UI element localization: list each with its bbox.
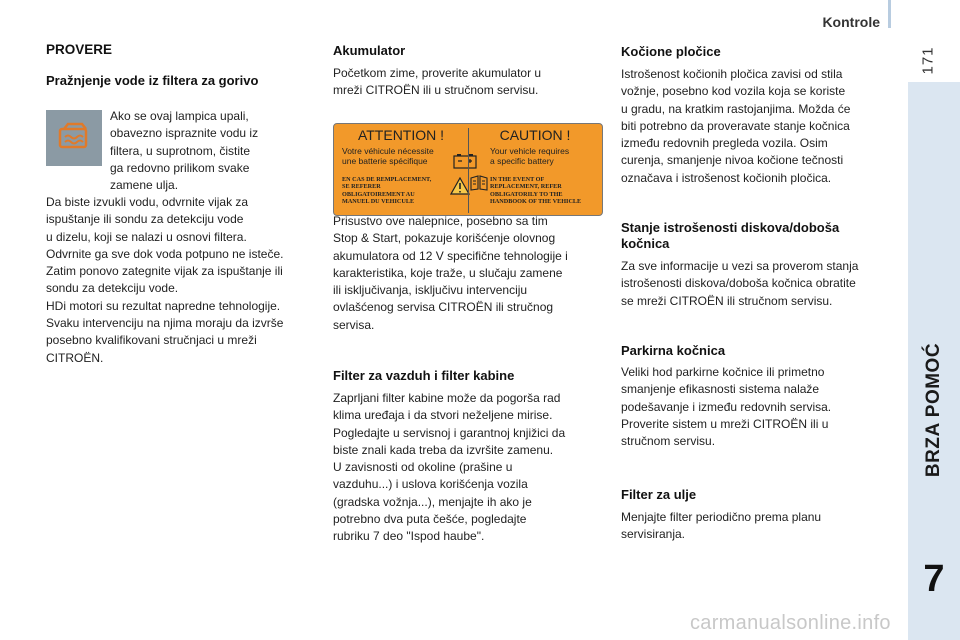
text-line: MANUEL DU VEHICULE <box>342 198 415 206</box>
text-line: curenja, smanjenje nivoa kočione tečnosti <box>621 153 844 168</box>
text-line: Menjajte filter periodično prema planu <box>621 510 822 524</box>
battery-text <box>333 65 605 100</box>
text-line: kočnica <box>621 236 670 251</box>
text-line: Votre véhicule nécessite <box>342 146 434 156</box>
battery-warning-label <box>333 123 603 216</box>
text-line: sondu za detekciju vode. <box>46 281 179 296</box>
text-line: ovlašćenog servisa CITROËN ili stručnog <box>333 300 554 315</box>
warning-triangle-icon <box>450 177 470 195</box>
brake-pads-heading: Kočione pločice <box>621 44 721 59</box>
oil-filter-heading: Filter za ulje <box>621 487 697 502</box>
text-line: HANDBOOK OF THE VEHICLE <box>490 198 582 206</box>
text-line: u dizelu, koji se nalazi u osnovi filtera. <box>46 229 247 244</box>
header-divider <box>888 0 891 28</box>
text-line: servisa. <box>333 317 375 332</box>
text-line: IN THE EVENT OF <box>490 176 545 183</box>
text-line: u gradu, na kratkim rastojanjima. Možda će <box>621 101 851 116</box>
label-title-en: CAUTION ! <box>499 127 571 143</box>
text-line: Pogledajte u servisnoj i garantnoj knjižici da <box>333 425 566 440</box>
text-line: karakteristika, koje traže, u slučaju zamene <box>333 265 563 280</box>
oil-filter-text <box>621 509 891 544</box>
text-line: biti potrebno da proveravate stanje kočnica <box>621 118 850 133</box>
text-line: podešavanje i između redovnih servisa. <box>621 399 832 414</box>
text-line: potrebno dva puta češće, pogledajte <box>333 512 527 527</box>
text-line: Your vehicle requires <box>490 146 570 156</box>
page-number <box>908 40 948 80</box>
lamp-description <box>110 108 318 194</box>
label-sub-fr <box>342 146 434 166</box>
text-line: Stop & Start, pokazuje korišćenje olovnog <box>333 231 556 246</box>
fuel-filter-warning-icon <box>46 110 102 166</box>
parking-brake-text <box>621 364 891 450</box>
text-line: U zavisnosti od okoline (prašine u <box>333 460 513 475</box>
text-line: označava i istrošenost kočionih pločica. <box>621 170 832 185</box>
label-small-fr <box>342 176 431 206</box>
text-line: EN CAS DE REMPLACEMENT, <box>342 176 432 183</box>
text-line: ga redovno prilikom svake <box>110 160 250 175</box>
text-line: Svaku intervenciju na njima moraju da izvrše <box>46 316 284 331</box>
text-line: Ako se ovaj lampica upali, <box>110 109 249 123</box>
label-explanation <box>333 213 605 334</box>
text-line: vazduhu...) i uslova korišćenja vozila <box>333 477 528 492</box>
text-line: Prisustvo ove nalepnice, posebno sa tim <box>333 214 548 228</box>
section-heading: PROVERE <box>46 42 113 57</box>
label-title-fr: ATTENTION ! <box>357 127 445 143</box>
column-right <box>621 40 891 550</box>
text-line: ispuštanje ili sondu za detekciju vode <box>46 212 244 227</box>
text-line: mreži CITROËN ili u stručnom servisu. <box>333 83 539 98</box>
text-line: Proverite sistem u mreži CITROËN ili u <box>621 416 829 431</box>
brake-pads-text <box>621 66 891 187</box>
book-icon <box>470 175 488 191</box>
text-line: Da biste izvukli vodu, odvrnite vijak za <box>46 195 249 209</box>
air-filter-text <box>333 390 605 546</box>
column-middle <box>333 40 605 550</box>
text-line: akumulatora od 12 V specifične tehnologije i <box>333 248 568 263</box>
fuel-filter-body <box>46 194 318 367</box>
text-line: OBLIGATORILY TO THE <box>490 190 563 198</box>
text-line: obavezno ispraznite vodu iz <box>110 126 259 141</box>
brake-discs-text <box>621 258 891 310</box>
text-line: zamene ulja. <box>110 178 179 193</box>
column-left <box>46 40 318 370</box>
text-line: REPLACEMENT, REFER <box>490 183 562 191</box>
chapter-label: BRZA POMOĆ <box>923 342 944 478</box>
fuel-filter-heading: Pražnjenje vode iz filtera za gorivo <box>46 73 259 88</box>
label-sub-en <box>490 146 569 166</box>
text-line: HDi motori su rezultat napredne tehnologije. <box>46 298 281 313</box>
text-line: Zatim ponovo zategnite vijak za ispuštanje ili <box>46 264 283 279</box>
text-line: Početkom zime, proverite akumulator u <box>333 66 542 80</box>
text-line: rubriku 7 deo "Ispod haube". <box>333 529 485 544</box>
text-line: CITROËN. <box>46 350 104 365</box>
text-line: se mreži CITROËN ili stručnom servisu. <box>621 293 833 308</box>
text-line: između redovnih pregleda vozila. Osim <box>621 136 828 151</box>
text-line: une batterie spécifique <box>342 156 428 166</box>
text-line: Odvrnite ga sve dok voda potpuno ne isteče. <box>46 246 284 261</box>
text-line: vožnje, posebno kod vozila koja se koriste <box>621 84 846 99</box>
air-filter-heading: Filter za vazduh i filter kabine <box>333 368 515 383</box>
text-line: Za sve informacije u vezi sa proverom stanja <box>621 259 859 273</box>
text-line: smanjenje efikasnosti sistema nalaže <box>621 382 820 397</box>
text-line: ili isključivanja, isključivu intervenciju <box>333 283 528 298</box>
text-line: Istrošenost kočionih pločica zavisi od stila <box>621 67 843 81</box>
chapter-number: 7 <box>923 558 945 600</box>
text-line: biste znali kada treba da izvršite zamenu. <box>333 442 554 457</box>
text-line: Zaprljani filter kabine može da pogorša rad <box>333 391 561 405</box>
page-header-title: Kontrole <box>822 14 880 30</box>
watermark: carmanualsonline.info <box>690 612 891 634</box>
text-line: filtera, u suprotnom, čistite <box>110 143 251 158</box>
text-line: SE REFERER <box>342 183 381 191</box>
text-line: posebno kvalifikovani stručnjaci u mreži <box>46 333 257 348</box>
page-number-text: 171 <box>919 45 937 75</box>
text-line: a specific battery <box>490 156 554 166</box>
battery-heading: Akumulator <box>333 43 406 58</box>
label-small-en <box>490 176 581 206</box>
parking-brake-heading: Parkirna kočnica <box>621 343 726 358</box>
text-line: (gradska vožnja...), menjajte ih ako je <box>333 494 532 509</box>
text-line: Stanje istrošenosti diskova/doboša <box>621 220 840 235</box>
text-line: Veliki hod parkirne kočnice ili primetno <box>621 365 825 379</box>
label-english <box>468 124 602 215</box>
text-line: istrošenosti diskova/doboša kočnica obratite <box>621 276 856 291</box>
text-line: OBLIGATOIREMENT AU <box>342 190 415 198</box>
brake-discs-heading <box>621 220 891 252</box>
text-line: klima uređaja i da stvori neželjene mirise. <box>333 408 553 423</box>
label-french <box>334 124 468 215</box>
text-line: stručnom servisu. <box>621 434 716 449</box>
text-line: servisiranja. <box>621 527 686 542</box>
